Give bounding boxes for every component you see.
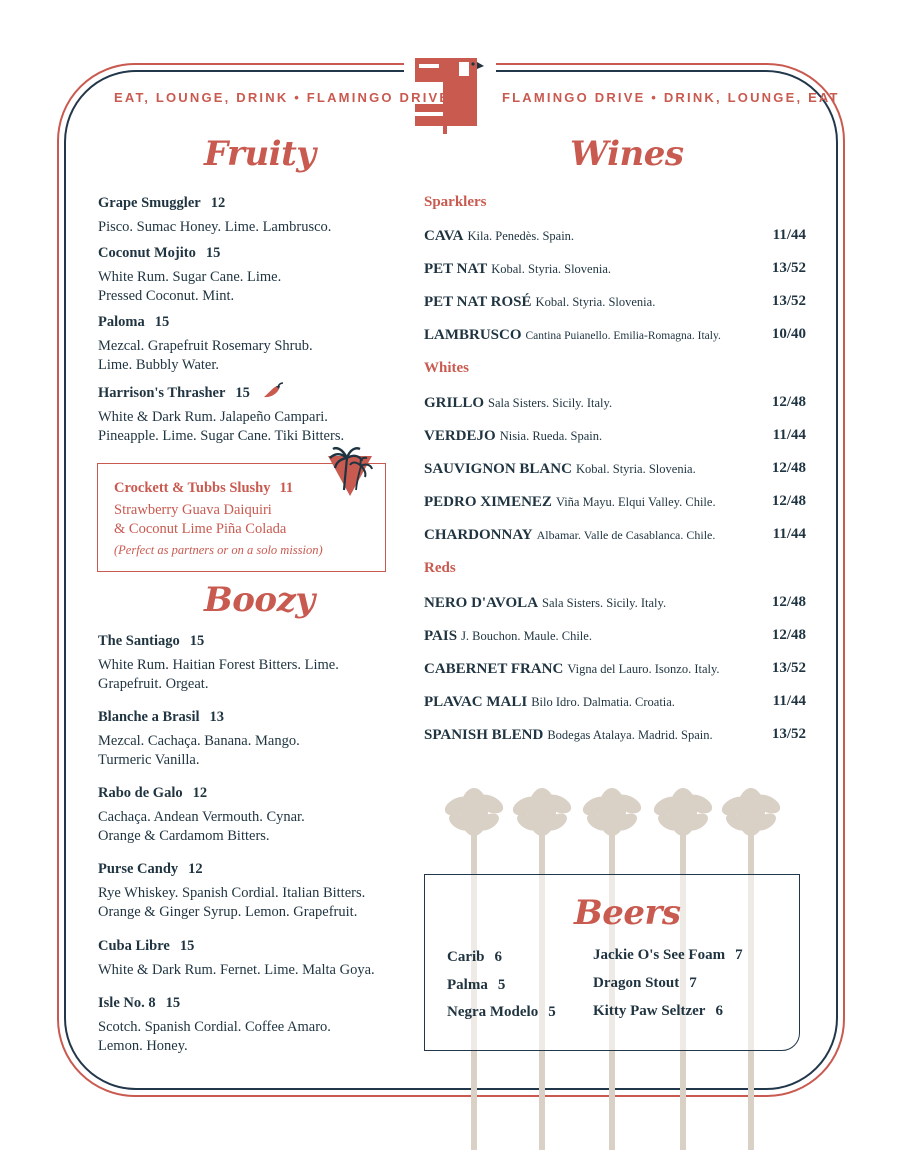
description-line: White & Dark Rum. Jalapeño Campari. xyxy=(98,409,328,425)
item-price: 15 xyxy=(179,938,195,954)
wine-detail: Bodegas Atalaya. Madrid. Spain. xyxy=(547,728,713,742)
beer-price: 6 xyxy=(715,1003,723,1019)
item-description: White & Dark Rum. Fernet. Lime. Malta Goya. xyxy=(98,962,375,978)
wine-detail: Sala Sisters. Sicily. Italy. xyxy=(488,396,613,410)
wine-name: VERDEJO xyxy=(424,428,496,444)
beer-name: Kitty Paw Seltzer xyxy=(593,1003,706,1019)
fruity-heading: Fruity xyxy=(204,134,316,174)
wines-heading: Wines xyxy=(570,134,684,174)
special-name: Crockett & Tubbs Slushy xyxy=(114,480,271,496)
wine-category-sparklers: Sparklers xyxy=(424,194,487,210)
item-price: 12 xyxy=(210,195,226,211)
menu-item xyxy=(98,708,398,770)
description-line: White Rum. Sugar Cane. Lime. xyxy=(98,269,282,285)
menu-item xyxy=(98,244,398,306)
wine-price: 13/52 xyxy=(771,293,806,309)
wine-name: PAIS xyxy=(424,628,458,644)
beer-price: 5 xyxy=(548,1004,556,1020)
wine-name: CAVA xyxy=(424,228,464,244)
item-name: Cuba Libre xyxy=(98,938,170,954)
description-line: Cachaça. Andean Vermouth. Cynar. xyxy=(98,809,305,825)
item-price: 15 xyxy=(235,385,250,401)
description-line: Scotch. Spanish Cordial. Coffee Amaro. xyxy=(98,1019,331,1035)
wine-category-reds: Reds xyxy=(424,560,456,576)
wine-row xyxy=(424,394,806,414)
wine-detail: Viña Mayu. Elqui Valley. Chile. xyxy=(555,495,716,509)
item-description xyxy=(98,808,398,846)
item-price: 15 xyxy=(205,245,221,261)
item-price: 15 xyxy=(189,633,205,649)
item-name: Blanche a Brasil xyxy=(98,709,200,725)
wine-row xyxy=(424,660,806,680)
palm-sunset-icon xyxy=(326,446,374,498)
wine-name: PET NAT xyxy=(424,261,488,277)
item-name: Paloma xyxy=(98,314,145,330)
boozy-heading: Boozy xyxy=(204,580,315,620)
wine-detail: Sala Sisters. Sicily. Italy. xyxy=(542,596,667,610)
beer-name: Carib xyxy=(447,949,485,965)
wine-category-whites: Whites xyxy=(424,360,469,376)
item-description xyxy=(98,1018,398,1056)
item-description xyxy=(98,268,398,306)
beer-item xyxy=(593,1003,723,1020)
wine-detail: Bilo Idro. Dalmatia. Croatia. xyxy=(531,695,675,709)
beer-item xyxy=(447,949,502,966)
beer-item xyxy=(447,1004,556,1021)
special-price: 11 xyxy=(279,480,294,496)
wine-name: PET NAT ROSÉ xyxy=(424,294,532,310)
menu-item xyxy=(98,194,398,237)
wine-price: 13/52 xyxy=(771,260,806,276)
item-name: Coconut Mojito xyxy=(98,245,196,261)
item-price: 12 xyxy=(192,785,208,801)
wine-price: 13/52 xyxy=(771,660,806,676)
wine-price: 12/48 xyxy=(771,493,806,509)
wine-price: 11/44 xyxy=(772,227,806,243)
wine-name: CABERNET FRANC xyxy=(424,661,564,677)
wine-name: SAUVIGNON BLANC xyxy=(424,461,572,477)
description-line: Rye Whiskey. Spanish Cordial. Italian Bitters. xyxy=(98,885,366,901)
description-line: White Rum. Haitian Forest Bitters. Lime. xyxy=(98,657,339,673)
description-line: Lime. Bubbly Water. xyxy=(98,357,219,373)
menu-item xyxy=(98,994,398,1056)
wine-row xyxy=(424,726,806,746)
wine-detail: Nisia. Rueda. Spain. xyxy=(499,429,603,443)
description-line: Mezcal. Grapefruit Rosemary Shrub. xyxy=(98,338,313,354)
wine-name: LAMBRUSCO xyxy=(424,327,522,343)
beer-price: 7 xyxy=(689,975,697,991)
wine-row xyxy=(424,627,806,647)
item-name: Isle No. 8 xyxy=(98,995,156,1011)
item-name: Harrison's Thrasher xyxy=(98,385,226,401)
item-price: 12 xyxy=(188,861,203,877)
wine-row xyxy=(424,526,806,546)
wine-row xyxy=(424,227,806,247)
wine-detail: Kobal. Styria. Slovenia. xyxy=(535,295,656,309)
wine-detail: Cantina Puianello. Emilia-Romagna. Italy. xyxy=(525,330,721,342)
wine-row xyxy=(424,594,806,614)
chili-pepper-icon xyxy=(262,382,284,400)
menu-item xyxy=(98,937,398,980)
description-line: Pressed Coconut. Mint. xyxy=(98,288,235,304)
wine-row xyxy=(424,326,806,346)
item-price: 15 xyxy=(165,995,181,1011)
menu-item xyxy=(98,784,398,846)
beer-price: 5 xyxy=(497,977,506,993)
menu-item xyxy=(98,860,398,922)
wine-detail: J. Bouchon. Maule. Chile. xyxy=(461,629,592,643)
description-line: Orange & Ginger Syrup. Lemon. Grapefruit. xyxy=(98,904,358,920)
description-line: Orange & Cardamom Bitters. xyxy=(98,828,270,844)
item-price: 15 xyxy=(154,314,170,330)
wine-detail: Vigna del Lauro. Isonzo. Italy. xyxy=(567,662,720,676)
beer-name: Dragon Stout xyxy=(593,975,680,991)
menu-item xyxy=(98,313,398,375)
special-note: (Perfect as partners or on a solo mission) xyxy=(114,543,323,557)
wine-price: 11/44 xyxy=(772,693,806,709)
beer-price: 6 xyxy=(494,949,502,965)
tagline-right: FLAMINGO DRIVE • DRINK, LOUNGE, EAT xyxy=(502,90,840,105)
item-description xyxy=(98,656,398,694)
description-line: Mezcal. Cachaça. Banana. Mango. xyxy=(98,733,300,749)
item-name: Grape Smuggler xyxy=(98,195,201,211)
beer-name: Palma xyxy=(447,977,488,993)
wine-detail: Kila. Penedès. Spain. xyxy=(467,229,575,243)
item-name: Rabo de Galo xyxy=(98,785,183,801)
wine-row xyxy=(424,460,806,480)
wine-row xyxy=(424,427,806,447)
wine-name: SPANISH BLEND xyxy=(424,727,544,743)
wine-price: 12/48 xyxy=(771,460,806,476)
description-line: Grapefruit. Orgeat. xyxy=(98,676,209,692)
tagline-left: EAT, LOUNGE, DRINK • FLAMINGO DRIVE xyxy=(114,90,451,105)
beer-item xyxy=(593,947,743,964)
wine-price: 13/52 xyxy=(771,726,806,742)
beer-name: Negra Modelo xyxy=(447,1004,539,1020)
beer-item xyxy=(593,975,697,992)
wine-row xyxy=(424,260,806,280)
item-name: The Santiago xyxy=(98,633,180,649)
item-description xyxy=(98,408,398,446)
beers-heading: Beers xyxy=(574,893,681,933)
wine-name: NERO D'AVOLA xyxy=(424,595,539,611)
wine-name: PEDRO XIMENEZ xyxy=(424,494,552,510)
wine-row xyxy=(424,493,806,513)
item-description: Pisco. Sumac Honey. Lime. Lambrusco. xyxy=(98,219,332,235)
item-description xyxy=(98,732,398,770)
beer-name: Jackie O's See Foam xyxy=(593,947,726,963)
wine-name: PLAVAC MALI xyxy=(424,694,528,710)
description-line: Pineapple. Lime. Sugar Cane. Tiki Bitters. xyxy=(98,428,345,444)
wine-detail: Kobal. Styria. Slovenia. xyxy=(575,462,696,476)
item-description xyxy=(98,884,398,922)
description-line: Strawberry Guava Daiquiri xyxy=(114,502,272,518)
wine-price: 12/48 xyxy=(771,627,806,643)
wine-detail: Kobal. Styria. Slovenia. xyxy=(491,262,611,276)
wine-name: GRILLO xyxy=(424,395,485,411)
wine-name: CHARDONNAY xyxy=(424,527,533,543)
beer-price: 7 xyxy=(735,947,743,963)
wine-detail: Albamar. Valle de Casablanca. Chile. xyxy=(536,528,716,542)
item-price: 13 xyxy=(209,709,225,725)
wine-price: 12/48 xyxy=(771,594,806,610)
wine-price: 11/44 xyxy=(772,427,806,443)
description-line: & Coconut Lime Piña Colada xyxy=(114,521,287,537)
wine-price: 11/44 xyxy=(772,526,806,542)
item-description xyxy=(98,337,398,375)
wine-row xyxy=(424,693,806,713)
menu-item xyxy=(98,382,398,446)
menu-item xyxy=(98,632,398,694)
wine-price: 10/40 xyxy=(771,326,806,342)
wine-row xyxy=(424,293,806,313)
special-title xyxy=(114,480,293,497)
beer-item xyxy=(447,977,505,994)
item-name: Purse Candy xyxy=(98,861,179,877)
description-line: Lemon. Honey. xyxy=(98,1038,188,1054)
description-line: Turmeric Vanilla. xyxy=(98,752,200,768)
special-description xyxy=(114,501,286,539)
wine-price: 12/48 xyxy=(771,394,806,410)
